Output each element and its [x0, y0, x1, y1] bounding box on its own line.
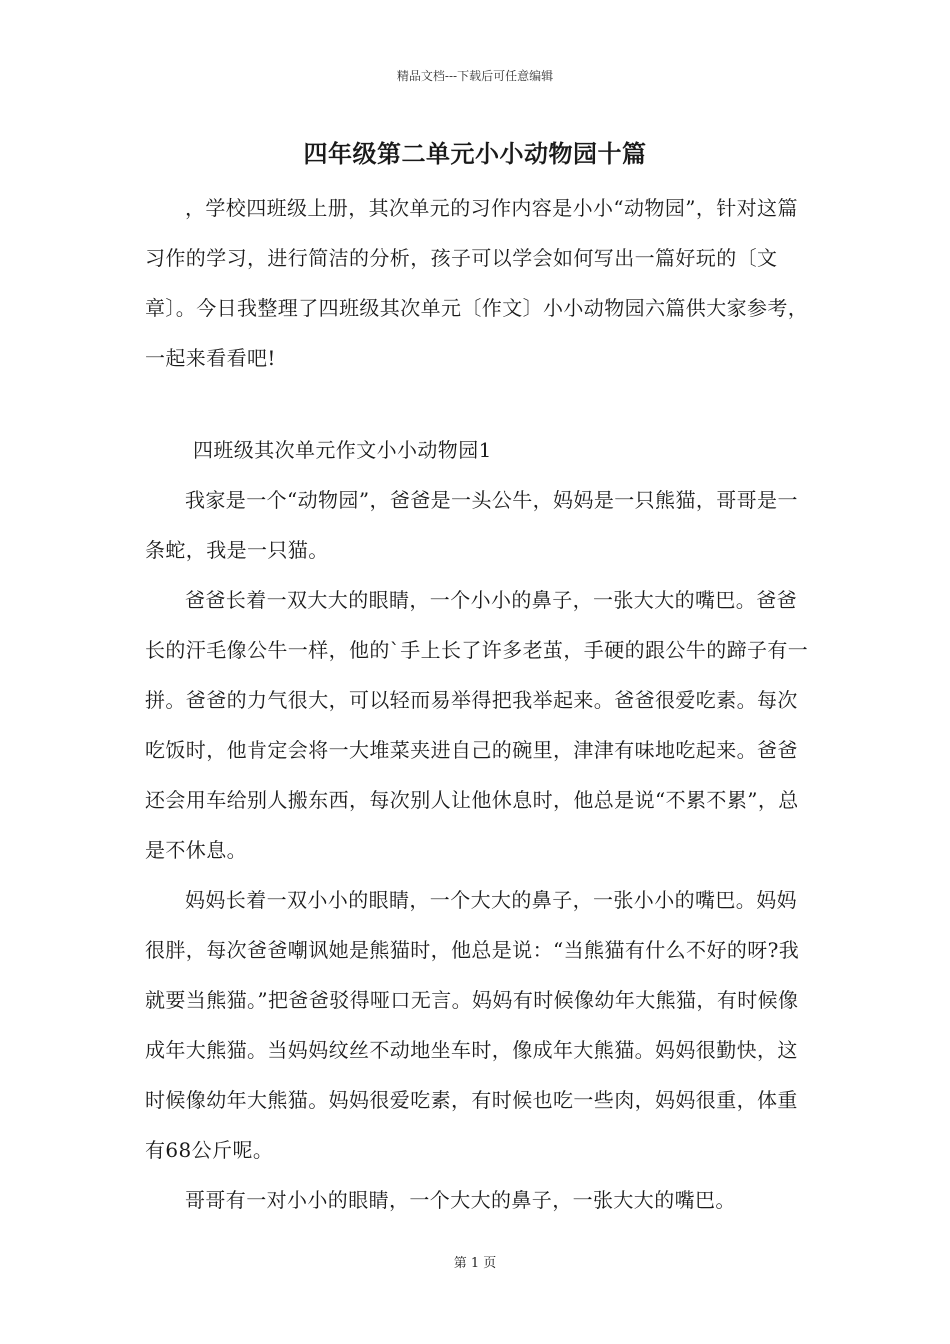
- section-heading: 四班级其次单元作文小小动物园1: [193, 438, 492, 462]
- essay-body: [145, 475, 810, 1225]
- document-title: 四年级第二单元小小动物园十篇: [303, 139, 647, 168]
- essay-paragraph: 妈妈长着一双小小的眼睛，一个大大的鼻子，一张小小的嘴巴。妈妈很胖，每次爸爸嘲讽她是熊猫时，他总是说：“当熊猫有什么不好的呀?我就要当熊猫。”把爸爸驳得哑口无言。妈妈有时候像幼年大熊猫，有时候像成年大熊猫。当妈妈纹丝不动地坐车时，像成年大熊猫。妈妈很勤快，这时候像幼年大熊猫。妈妈很爱吃素，有时候也吃一些肉，妈妈很重，体重有68公斤呢。: [145, 888, 800, 1162]
- page-number: 第 1 页: [453, 1256, 497, 1271]
- intro-block: [145, 183, 810, 383]
- essay-paragraph: 哥哥有一对小小的眼睛，一个大大的鼻子，一张大大的嘴巴。: [185, 1188, 736, 1212]
- intro-paragraph: ，学校四班级上册，其次单元的习作内容是小小“动物园”，针对这篇习作的学习，进行简洁的分析，孩子可以学会如何写出一篇好玩的〔文章〕。今日我整理了四班级其次单元〔作文〕小小动物园六篇供大家参考，一起来看看吧!: [145, 196, 809, 370]
- header-note: 精品文档---下载后可任意编辑: [396, 69, 554, 83]
- essay-paragraph: 我家是一个“动物园”，爸爸是一头公牛，妈妈是一只熊猫，哥哥是一条蛇，我是一只猫。: [145, 488, 798, 562]
- essay-paragraph: 爸爸长着一双大大的眼睛，一个小小的鼻子，一张大大的嘴巴。爸爸长的汗毛像公牛一样，他的`手上长了许多老茧，手硬的跟公牛的蹄子有一拼。爸爸的力气很大，可以轻而易举得把我举起来。爸爸很爱吃素。每次吃饭时，他肯定会将一大堆菜夹进自己的碗里，津津有味地吃起来。爸爸还会用车给别人搬东西，每次别人让他休息时，他总是说“不累不累”，总是不休息。: [145, 588, 809, 862]
